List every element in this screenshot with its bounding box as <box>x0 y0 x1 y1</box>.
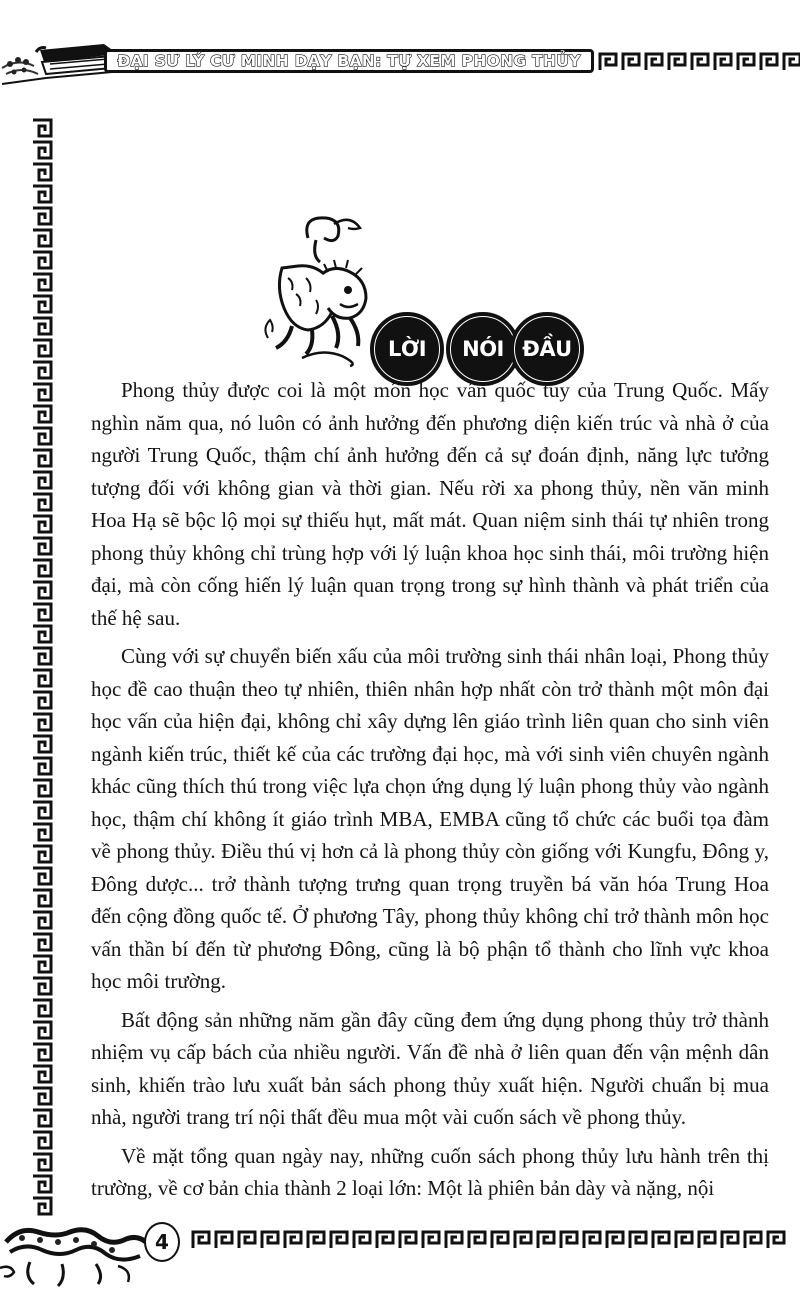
fret-border-top <box>597 52 800 72</box>
running-title-banner <box>104 49 594 73</box>
running-title: ĐẠI SƯ LÝ CƯ MINH DẠY BẠN: TỰ XEM PHONG THỦY <box>117 52 581 70</box>
heading-word-1: LỜI <box>387 337 427 361</box>
paragraph: Bất động sản những năm gần đây cũng đem ứng dụng phong thủy trở thành nhiệm vụ cấp bách của nhiều người. Vấn đề nhà ở liên quan đến vận mệnh dân sinh, khiến trào lưu xuất bản sách phong thủy xuất hiện. Người chuẩn bị mua nhà, người trang trí nội thất đều mua một vài cuốn sách về phong thủy. <box>91 1007 769 1129</box>
fret-border-bottom <box>190 1230 800 1250</box>
heading-word-2: NÓI <box>462 337 504 361</box>
paragraph: Phong thủy được coi là một môn học vấn quốc túy của Trung Quốc. Mấy nghìn năm qua, nó luôn có ảnh hưởng đến phương diện kiến trúc và nhà ở của người Trung Quốc, thậm chí ảnh hưởng đến cả sự đoán định, năng lực tưởng tượng đối với không gian và thời gian. Nếu rời xa phong thủy, nền văn minh Hoa Hạ sẽ bộc lộ mọi sự thiếu hụt, mất mát. Quan niệm sinh thái tự nhiên trong phong thủy không chỉ trùng hợp với lý luận khoa học sinh thái, môi trường hiện đại, mà còn cống hiến lý luận quan trọng trong sự hình thành và phát triển của thế hệ sau. <box>91 378 769 630</box>
page-footer <box>0 1212 800 1302</box>
dragon-icon <box>0 1212 150 1292</box>
paragraph: Cùng với sự chuyển biến xấu của môi trường sinh thái nhân loại, Phong thủy học đề cao thuận theo tự nhiên, thiên nhân hợp nhất còn trở thành một môn đại học vấn của hiện đại, không chỉ xây dựng lên giáo trình liên quan cho sinh viên ngành kiến trúc, thiết kế của các trường đại học, mà với sinh viên chuyên ngành khác cũng thích thú trong việc lựa chọn ứng dụng lý luận phong thủy vào ngành học, thậm chí không ít giáo trình MBA, EMBA cũng tổ chức các buổi tọa đàm về phong thủy. Điều thú vị hơn cả là phong thủy còn giống với Kungfu, Đông y, Đông dược... trở thành tượng trưng quan trọng truyền bá văn hóa Trung Hoa đến cộng đồng quốc tế. Ở phương Tây, phong thủy không chỉ trở thành môn học vấn thần bí đến từ phương Đông, cũng là bộ phận tổ thành cho lĩnh vực khoa học môi trường. <box>91 644 769 993</box>
heading-word-3: ĐẦU <box>522 337 572 361</box>
fret-border-left <box>30 118 56 1216</box>
page-number-badge <box>144 1222 180 1262</box>
fu-lion-icon <box>262 208 382 368</box>
body-text <box>91 374 769 1211</box>
page-number: 4 <box>155 1230 169 1254</box>
page-header <box>0 0 800 100</box>
house-roof-icon <box>0 28 120 94</box>
paragraph: Về mặt tổng quan ngày nay, những cuốn sách phong thủy lưu hành trên thị trường, về cơ bản chia thành 2 loại lớn: Một là phiên bản dày và nặng, nội <box>91 1143 769 1200</box>
chapter-heading <box>262 208 602 378</box>
